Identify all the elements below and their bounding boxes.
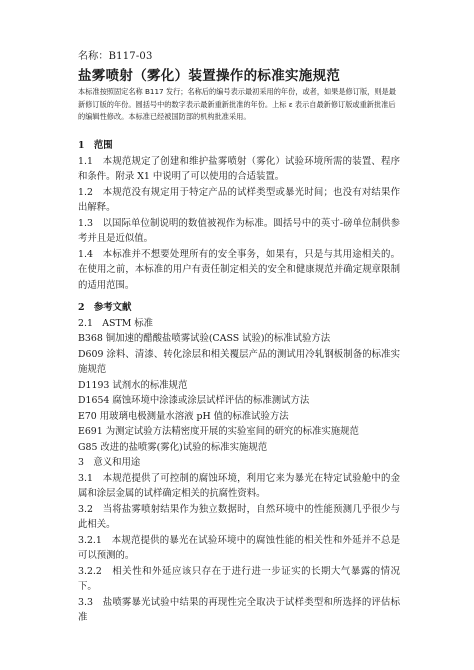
reference-item: D1654 腐蚀环境中涂漆或涂层试样评估的标准测试方法 [78,395,310,406]
section-heading-scope: 1 范围 [78,140,113,151]
section-heading-references: 2 参考文献 [78,302,132,313]
standard-note: 本标准按照固定名称 B117 发行；名称后的编号表示最初采用的年份，或者，如果是修订版，则是最新修订版的年份。圆括号中的数字表示最新重新批准的年份。上标 ε 表示自最新修订版或重新批准后的编辑性修改。本标准已经被国防部的机构批准采用。 [78,87,396,121]
document-body [78,138,400,626]
paragraph-3-3: 3.3 盐喷雾暴光试验中结果的再现性完全取决于试样类型和所选择的评估标准 [78,596,400,623]
document-title: 盐雾喷射（雾化）装置操作的标准实施规范 [78,68,341,84]
reference-item: B368 铜加速的醋酸盐喷雾试验(CASS 试验)的标准试验方法 [78,333,331,344]
reference-item: D1193 试剂水的标准规范 [78,379,188,391]
subsection-astm-standards: 2.1 ASTM 标准 [78,317,154,329]
paragraph-1-1: 1.1 本规范规定了创建和维护盐雾喷射（雾化）试验环境所需的装置、程序和条件。附录 X1 中说明了可以使用的合适装置。 [78,155,400,182]
document-name-line: 名称：B117-03 [78,51,153,62]
paragraph-1-2: 1.2 本规范没有规定用于特定产品的试样类型或暴光时间；也没有对结果作出解释。 [78,186,400,213]
paragraph-3-2-1: 3.2.1 本规范提供的暴光在试验环境中的腐蚀性能的相关性和外延并不总是可以预测的。 [78,534,400,561]
reference-item: G85 改进的盐喷雾(雾化)试验的标准实施规范 [78,441,268,453]
reference-item: E691 为测定试验方法精密度开展的实验室间的研究的标准实施规范 [78,426,359,437]
paragraph-1-3: 1.3 以国际单位制说明的数值被视作为标准。圆括号中的英寸-磅单位制供参考并且是近似值。 [78,217,400,244]
paragraph-1-4: 1.4 本标准并不想要处理所有的安全事务，如果有，只是与其用途相关的。在使用之前，本标准的用户有责任制定相关的安全和健康规范并确定规章限制的适用范围。 [78,248,400,291]
paragraph-3-2-2: 3.2.2 相关性和外延应该只存在于进行进一步证实的长期大气暴露的情况下。 [78,565,400,592]
reference-item: E70 用玻璃电极测量水溶液 pH 值的标准试验方法 [78,410,289,422]
paragraph-3-1: 3.1 本规范提供了可控制的腐蚀环境，利用它来为暴光在特定试验舱中的金属和涂层金属的试样确定相关的抗腐性资料。 [78,472,400,499]
reference-item: D609 涂料、清漆、转化涂层和相关覆层产品的测试用冷轧钢板制备的标准实施规范 [78,348,400,375]
section-heading-significance: 3 意义和用途 [78,457,141,468]
paragraph-3-2: 3.2 当将盐雾喷射结果作为独立数据时，自然环境中的性能预测几乎很少与此相关。 [78,503,400,530]
